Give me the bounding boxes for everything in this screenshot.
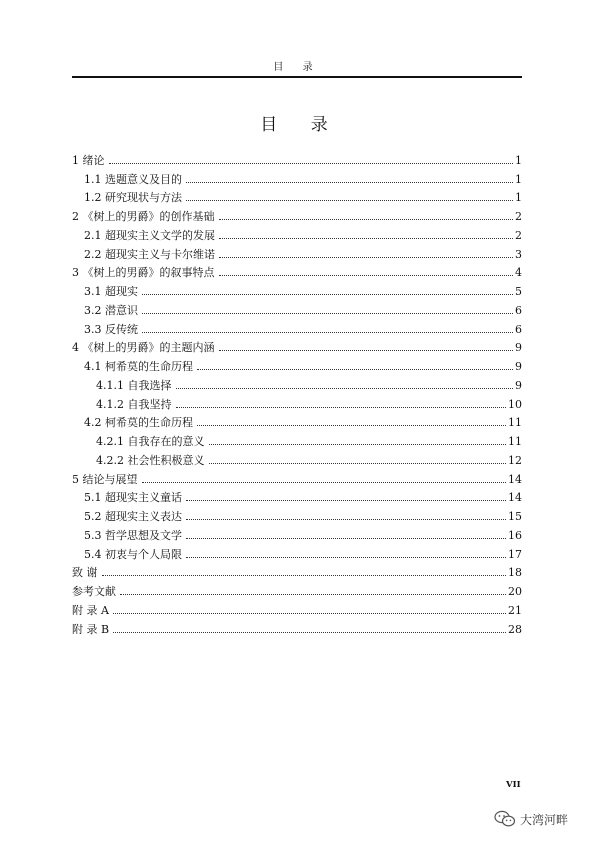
toc-entry[interactable] — [72, 279, 522, 298]
toc-entry[interactable] — [72, 486, 522, 505]
toc-entry-page: 3 — [515, 247, 522, 261]
toc-entry-label: 4.2 柯希莫的生命历程 — [84, 416, 193, 430]
toc-entry-label: 5.1 超现实主义童话 — [84, 491, 182, 505]
toc-entry-page: 16 — [508, 528, 522, 542]
toc-entry-label: 1.1 选题意义及目的 — [84, 172, 182, 186]
dot-leader — [142, 294, 513, 295]
toc-entry-page: 1 — [515, 172, 522, 186]
dot-leader — [186, 519, 506, 520]
toc-entry-label: 附 录 B — [72, 622, 110, 636]
dot-leader — [120, 594, 506, 595]
dot-leader — [109, 163, 514, 164]
toc-list — [72, 148, 522, 636]
toc-entry-page: 18 — [508, 566, 522, 580]
dot-leader — [142, 332, 513, 333]
dot-leader — [102, 575, 507, 576]
toc-entry-label: 4.2.2 社会性积极意义 — [96, 453, 205, 467]
dot-leader — [186, 500, 506, 501]
toc-entry-label: 2 《树上的男爵》的创作基础 — [72, 210, 215, 223]
dot-leader — [176, 407, 507, 408]
dot-leader — [186, 557, 506, 558]
dot-leader — [219, 275, 514, 276]
toc-entry[interactable] — [72, 448, 522, 467]
toc-entry-page: 2 — [515, 228, 522, 242]
toc-entry[interactable] — [72, 167, 522, 186]
toc-entry-label: 致 谢 — [72, 566, 98, 580]
toc-entry-page: 9 — [515, 341, 522, 355]
toc-entry-page: 10 — [508, 397, 522, 411]
toc-entry-label: 4.1.1 自我选择 — [96, 378, 172, 392]
watermark-text: 大湾河畔 — [520, 812, 569, 827]
dot-leader — [197, 425, 506, 426]
dot-leader — [209, 444, 507, 445]
dot-leader — [197, 369, 513, 370]
toc-entry-label: 5 结论与展望 — [72, 472, 138, 486]
toc-entry[interactable] — [72, 223, 522, 242]
dot-leader — [219, 219, 514, 220]
toc-entry[interactable] — [72, 242, 522, 261]
toc-entry-page: 12 — [508, 453, 522, 467]
running-header: 目 录 — [273, 62, 321, 73]
toc-entry-page: 14 — [508, 472, 522, 486]
header-rule — [72, 76, 522, 78]
toc-entry[interactable] — [72, 392, 522, 411]
toc-entry[interactable] — [72, 148, 522, 167]
toc-entry-label: 5.3 哲学思想及文学 — [84, 528, 182, 542]
dot-leader — [176, 388, 514, 389]
toc-entry[interactable] — [72, 204, 522, 223]
toc-entry-label: 3.1 超现实 — [84, 285, 138, 298]
toc-entry-page: 20 — [508, 585, 522, 598]
toc-entry[interactable] — [72, 373, 522, 392]
toc-entry[interactable] — [72, 579, 522, 598]
toc-entry[interactable] — [72, 523, 522, 542]
toc-entry-label: 附 录 A — [72, 603, 109, 617]
toc-entry[interactable] — [72, 598, 522, 617]
toc-entry-page: 1 — [515, 191, 522, 205]
dot-leader — [142, 482, 507, 483]
toc-entry-label: 4.1 柯希莫的生命历程 — [84, 360, 193, 373]
toc-entry[interactable] — [72, 354, 522, 373]
toc-entry-label: 1.2 研究现状与方法 — [84, 191, 182, 205]
toc-entry-page: 9 — [515, 360, 522, 373]
toc-entry-label: 4.2.1 自我存在的意义 — [96, 435, 205, 448]
toc-entry-page: 9 — [515, 378, 522, 392]
toc-entry[interactable] — [72, 336, 522, 355]
toc-entry-page: 14 — [508, 491, 522, 505]
toc-entry-page: 2 — [515, 210, 522, 223]
toc-entry[interactable] — [72, 504, 522, 523]
toc-entry-label: 2.2 超现实主义与卡尔维诺 — [84, 247, 215, 261]
toc-entry-page: 28 — [508, 622, 522, 636]
toc-entry-label: 参考文献 — [72, 585, 116, 598]
toc-entry-label: 3.2 潜意识 — [84, 303, 138, 317]
toc-entry[interactable] — [72, 411, 522, 430]
toc-entry[interactable] — [72, 617, 522, 636]
toc-entry-label: 5.4 初衷与个人局限 — [84, 547, 182, 561]
dot-leader — [186, 538, 506, 539]
toc-entry-page: 11 — [508, 435, 522, 448]
dot-leader — [113, 613, 506, 614]
toc-entry[interactable] — [72, 542, 522, 561]
toc-entry-page: 5 — [515, 285, 522, 298]
toc-entry-label: 4.1.2 自我坚持 — [96, 397, 172, 411]
watermark — [494, 810, 568, 828]
toc-entry-label: 2.1 超现实主义文学的发展 — [84, 228, 215, 242]
toc-entry-page: 6 — [515, 322, 522, 336]
toc-entry[interactable] — [72, 429, 522, 448]
toc-entry-label: 1 绪论 — [72, 153, 105, 167]
toc-entry-page: 21 — [508, 603, 522, 617]
toc-entry-page: 1 — [515, 153, 522, 167]
toc-entry-label: 4 《树上的男爵》的主题内涵 — [72, 341, 215, 355]
dot-leader — [186, 182, 513, 183]
toc-title: 目 录 — [260, 115, 342, 135]
toc-entry-label: 3.3 反传统 — [84, 322, 138, 336]
toc-entry-page: 15 — [508, 510, 522, 523]
dot-leader — [186, 200, 513, 201]
dot-leader — [219, 350, 514, 351]
toc-entry[interactable] — [72, 467, 522, 486]
toc-entry[interactable] — [72, 561, 522, 580]
page-number: VII — [506, 780, 521, 790]
toc-entry[interactable] — [72, 186, 522, 205]
toc-entry[interactable] — [72, 261, 522, 280]
toc-entry[interactable] — [72, 317, 522, 336]
toc-entry-label: 5.2 超现实主义表达 — [84, 510, 182, 523]
dot-leader — [219, 257, 513, 258]
toc-entry-page: 11 — [508, 416, 522, 430]
dot-leader — [142, 313, 513, 314]
dot-leader — [219, 238, 513, 239]
toc-entry-page: 17 — [508, 547, 522, 561]
dot-leader — [209, 463, 507, 464]
dot-leader — [113, 632, 506, 633]
toc-entry-page: 6 — [515, 303, 522, 317]
toc-entry-page: 4 — [515, 266, 522, 280]
wechat-logo-icon — [494, 810, 516, 828]
toc-entry[interactable] — [72, 298, 522, 317]
toc-entry-label: 3 《树上的男爵》的叙事特点 — [72, 266, 215, 280]
